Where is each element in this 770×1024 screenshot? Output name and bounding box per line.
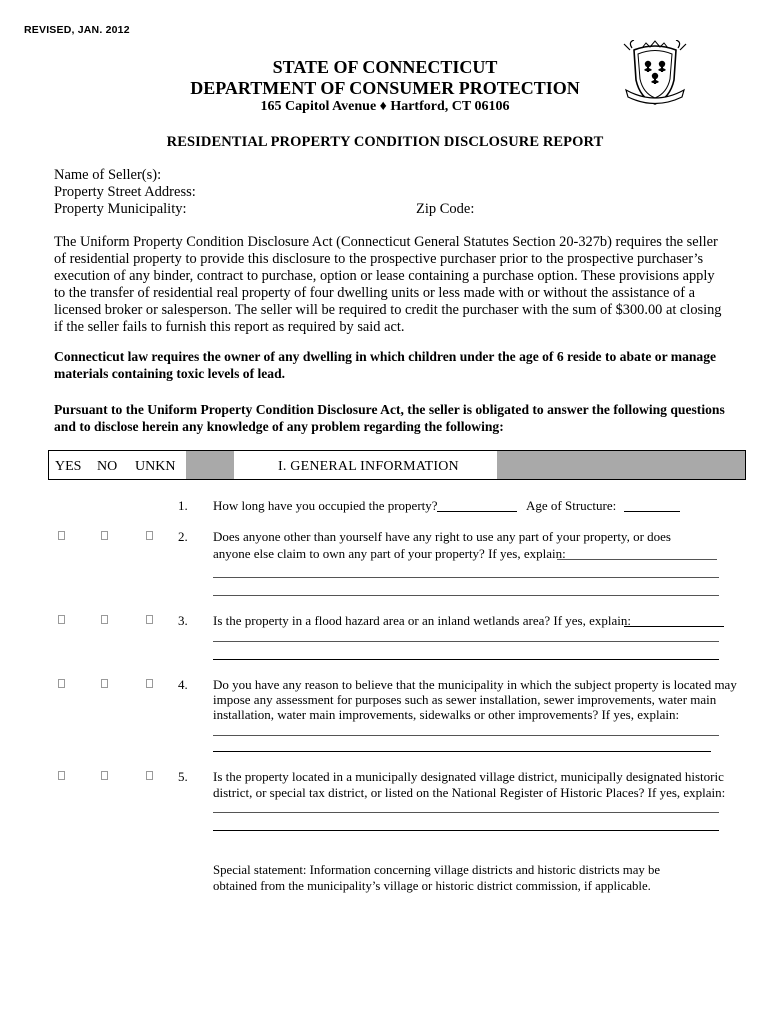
department-title: DEPARTMENT OF CONSUMER PROTECTION <box>190 78 580 98</box>
question-3-number: 3. <box>178 613 188 628</box>
q2-yes-checkbox[interactable] <box>58 531 65 540</box>
section-title: I. GENERAL INFORMATION <box>278 459 459 474</box>
department-address: 165 Capitol Avenue ♦ Hartford, CT 06106 <box>260 99 510 114</box>
q3-unkn-checkbox[interactable] <box>146 615 153 624</box>
q2-no-checkbox[interactable] <box>101 531 108 540</box>
question-2-line-2: anyone else claim to own any part of your property? If yes, explain: <box>213 546 566 561</box>
pursuant-notice: Pursuant to the Uniform Property Condition Disclosure Act, the seller is obligated to answer the following questions and to disclose herein any knowledge of any problem regarding the following: <box>54 402 725 434</box>
question-3-text: Is the property in a flood hazard area or an inland wetlands area? If yes, explain: <box>213 613 631 628</box>
q2-explain-line[interactable] <box>213 577 719 578</box>
q3-explain-line[interactable] <box>213 641 719 642</box>
question-4-line-2: impose any assessment for purposes such as sewer installation, sewer improvements, water main <box>213 692 717 707</box>
state-seal-icon <box>620 40 690 110</box>
q3-yes-checkbox[interactable] <box>58 615 65 624</box>
question-4-line-1: Do you have any reason to believe that the municipality in which the subject property is located may <box>213 677 737 692</box>
report-title: RESIDENTIAL PROPERTY CONDITION DISCLOSURE REPORT <box>166 134 604 150</box>
zip-code-label: Zip Code: <box>416 201 475 217</box>
question-2-number: 2. <box>178 529 188 544</box>
q2-explain-field[interactable] <box>557 559 717 560</box>
special-statement: Special statement: Information concerning village districts and historic districts may be obtained from the municipality’s village or historic district commission, if applicable. <box>213 863 661 893</box>
column-yes: YES <box>55 459 82 474</box>
q2-unkn-checkbox[interactable] <box>146 531 153 540</box>
q4-explain-line[interactable] <box>213 751 711 752</box>
occupancy-answer-field[interactable] <box>437 511 517 512</box>
question-4-number: 4. <box>178 677 188 692</box>
question-5-line-1: Is the property located in a municipally designated village district, municipally designated historic <box>213 769 724 784</box>
q5-unkn-checkbox[interactable] <box>146 771 153 780</box>
q4-unkn-checkbox[interactable] <box>146 679 153 688</box>
intro-paragraph: The Uniform Property Condition Disclosure Act (Connecticut General Statutes Section 20-327b) requires the seller of residential property to provide this disclosure to the prospective purchaser prior to the prospective purchaser’s execution of any binder, contract to purchase, option or lease containing a purchase option. These provisions apply to the transfer of residential real property of four dwelling units or less made with or without the assistance of a licensed broker or salesperson. The seller will be required to credit the purchaser with the sum of $300.00 at closing if the seller fails to furnish this report as required by said act. <box>54 234 722 335</box>
q3-explain-line[interactable] <box>213 659 719 660</box>
lead-notice: Connecticut law requires the owner of any dwelling in which children under the age of 6 reside to abate or manage materials containing toxic levels of lead. <box>54 349 717 381</box>
state-title: STATE OF CONNECTICUT <box>272 57 498 77</box>
q5-no-checkbox[interactable] <box>101 771 108 780</box>
revision-date: REVISED, JAN. 2012 <box>24 24 130 36</box>
seller-name-label: Name of Seller(s): <box>54 167 162 183</box>
header-gray-cell <box>497 451 745 479</box>
age-of-structure-label: Age of Structure: <box>526 498 617 513</box>
column-no: NO <box>97 459 118 474</box>
column-unkn: UNKN <box>135 459 176 474</box>
header-gray-cell <box>186 451 234 479</box>
q5-explain-line[interactable] <box>213 830 719 831</box>
q3-explain-field[interactable] <box>624 626 724 627</box>
q5-yes-checkbox[interactable] <box>58 771 65 780</box>
question-5-number: 5. <box>178 769 188 784</box>
question-1-text: How long have you occupied the property? <box>213 498 438 513</box>
question-2-line-1: Does anyone other than yourself have any right to use any part of your property, or does <box>213 529 671 544</box>
age-of-structure-field[interactable] <box>624 511 680 512</box>
street-address-label: Property Street Address: <box>54 184 196 200</box>
q4-explain-line[interactable] <box>213 735 719 736</box>
municipality-label: Property Municipality: <box>54 201 187 217</box>
question-5-line-2: district, or special tax district, or listed on the National Register of Historic Places? If yes, explain: <box>213 785 726 800</box>
q5-explain-line[interactable] <box>213 812 719 813</box>
q4-yes-checkbox[interactable] <box>58 679 65 688</box>
question-4-line-3: installation, water main improvements, sidewalks or other improvements? If yes, explain: <box>213 707 680 722</box>
q3-no-checkbox[interactable] <box>101 615 108 624</box>
q4-no-checkbox[interactable] <box>101 679 108 688</box>
q2-explain-line[interactable] <box>213 595 719 596</box>
question-1-number: 1. <box>178 498 188 513</box>
